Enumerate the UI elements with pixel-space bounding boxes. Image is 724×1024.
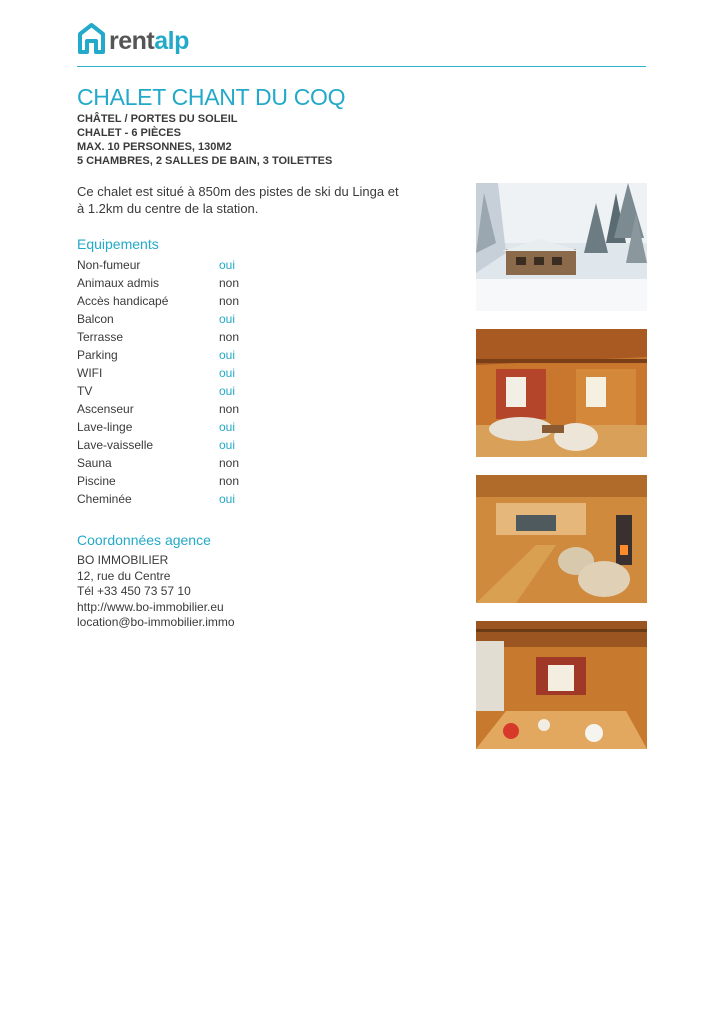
property-capacity: MAX. 10 PERSONNES, 130M2 [77,141,232,153]
equipement-label: Parking [77,348,118,362]
agency-heading: Coordonnées agence [77,532,211,548]
equipement-value: oui [219,438,236,452]
equipement-value: non [219,456,240,470]
equipement-label: Non-fumeur [77,258,141,272]
equipement-row [77,454,277,472]
equipement-value: non [219,294,240,308]
equipement-row [77,364,277,382]
equipement-label: Accès handicapé [77,294,169,308]
agency-name: BO IMMOBILIER [77,553,169,567]
photo-kitchen-dining [476,475,647,603]
property-rooms: 5 CHAMBRES, 2 SALLES DE BAIN, 3 TOILETTES [77,155,333,167]
agency-contact [77,553,235,631]
equipement-label: Piscine [77,474,116,488]
equipement-value: non [219,402,240,416]
photo-dining-table [476,621,647,749]
photo-living-room [476,329,647,457]
equipement-value: oui [219,348,236,362]
equipement-label: Ascenseur [77,402,134,416]
equipement-label: Terrasse [77,330,124,344]
equipement-row [77,310,277,328]
equipement-row [77,346,277,364]
property-type: CHALET - 6 PIÈCES [77,127,181,139]
logo-wordmark [109,29,189,54]
equipement-label: Cheminée [77,492,132,506]
equipement-value: oui [219,384,236,398]
logo-word-alp: alp [154,27,189,55]
property-summary [77,112,332,168]
equipement-value: oui [219,420,236,434]
rentalp-logo [77,22,189,54]
equipement-row [77,400,277,418]
equipement-label: Sauna [77,456,112,470]
equipement-row [77,418,277,436]
header-divider [77,66,646,67]
agency-address: 12, rue du Centre [77,568,171,583]
agency-website[interactable]: http://www.bo-immobilier.eu [77,599,224,614]
equipement-value: non [219,474,240,488]
equipement-row [77,382,277,400]
equipement-row [77,436,277,454]
agency-phone: Tél +33 450 73 57 10 [77,584,191,598]
equipement-row [77,274,277,292]
equipement-value: oui [219,366,236,380]
equipement-value: non [219,276,240,290]
house-icon [77,22,106,54]
photo-exterior-snow [476,183,647,311]
equipement-row [77,472,277,490]
equipement-row [77,328,277,346]
equipement-label: TV [77,384,93,398]
equipement-label: Lave-vaisselle [77,438,154,452]
equipement-label: Animaux admis [77,276,160,290]
equipement-value: oui [219,312,236,326]
equipement-value: oui [219,492,236,506]
equipement-label: Lave-linge [77,420,133,434]
property-location: CHÂTEL / PORTES DU SOLEIL [77,113,238,125]
equipement-label: Balcon [77,312,114,326]
property-description: Ce chalet est situé à 850m des pistes de ski du Linga et à 1.2km du centre de la station. [77,184,399,216]
equipement-row [77,490,277,508]
equipement-row [77,292,277,310]
logo-word-rent: rent [109,27,155,55]
equipements-heading: Equipements [77,236,159,252]
equipement-value: non [219,330,240,344]
equipements-list [77,256,277,508]
equipement-row [77,256,277,274]
equipement-label: WIFI [77,366,103,380]
agency-email[interactable]: location@bo-immobilier.immo [77,615,235,629]
equipement-value: oui [219,258,236,272]
property-title: CHALET CHANT DU COQ [77,84,346,110]
